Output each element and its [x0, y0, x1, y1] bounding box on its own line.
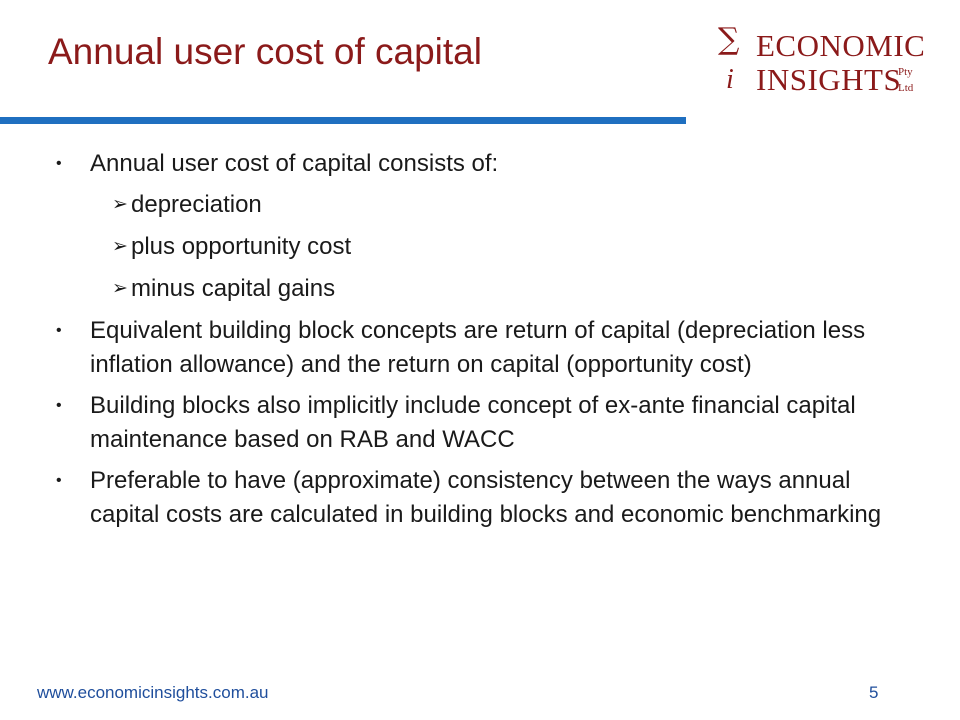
sub-bullet-item — [56, 188, 906, 222]
sub-bullet-text: depreciation — [131, 191, 262, 218]
logo-sigma: ∑ — [718, 22, 740, 57]
bullet-dot-icon: • — [56, 472, 62, 489]
logo-text-insights: INSIGHTS — [756, 62, 902, 97]
bullet-dot-icon: • — [56, 397, 62, 414]
bullet-dot-icon: • — [56, 155, 62, 172]
bullet-text: Building blocks also implicitly include concept of ex-ante financial capital maintenance based on RAB and WACC — [90, 392, 856, 453]
bullet-text: Equivalent building block concepts are return of capital (depreciation less inflation allowance) and the return on capital (opportunity cost) — [90, 317, 866, 378]
logo-text-economic: ECONOMIC — [756, 28, 926, 63]
arrow-bullet-icon: ➢ — [112, 194, 128, 215]
logo-text-pty: Pty — [898, 66, 913, 78]
sub-bullet-item — [56, 272, 906, 306]
bullet-item — [56, 389, 906, 457]
bullet-list — [56, 147, 906, 539]
logo-text-ltd: Ltd — [898, 82, 914, 94]
bullet-text: Preferable to have (approximate) consistency between the ways annual capital costs are calculated in building blocks and economic benchmarking — [90, 467, 882, 528]
arrow-bullet-icon: ➢ — [112, 278, 128, 299]
page-number: 5 — [869, 683, 879, 702]
bullet-item — [56, 147, 906, 181]
bullet-item — [56, 464, 906, 532]
bullet-item — [56, 314, 906, 382]
sub-bullet-text: minus capital gains — [131, 275, 336, 302]
footer-website-link[interactable]: www.economicinsights.com.au — [37, 683, 269, 702]
economic-insights-logo — [718, 22, 926, 98]
bullet-text: Annual user cost of capital consists of: — [90, 150, 499, 177]
sub-bullet-text: plus opportunity cost — [131, 233, 352, 260]
sub-bullet-item — [56, 230, 906, 264]
bullet-dot-icon: • — [56, 322, 62, 339]
slide-title: Annual user cost of capital — [48, 31, 482, 72]
logo-i: i — [726, 64, 734, 95]
title-divider — [0, 117, 686, 124]
arrow-bullet-icon: ➢ — [112, 236, 128, 257]
